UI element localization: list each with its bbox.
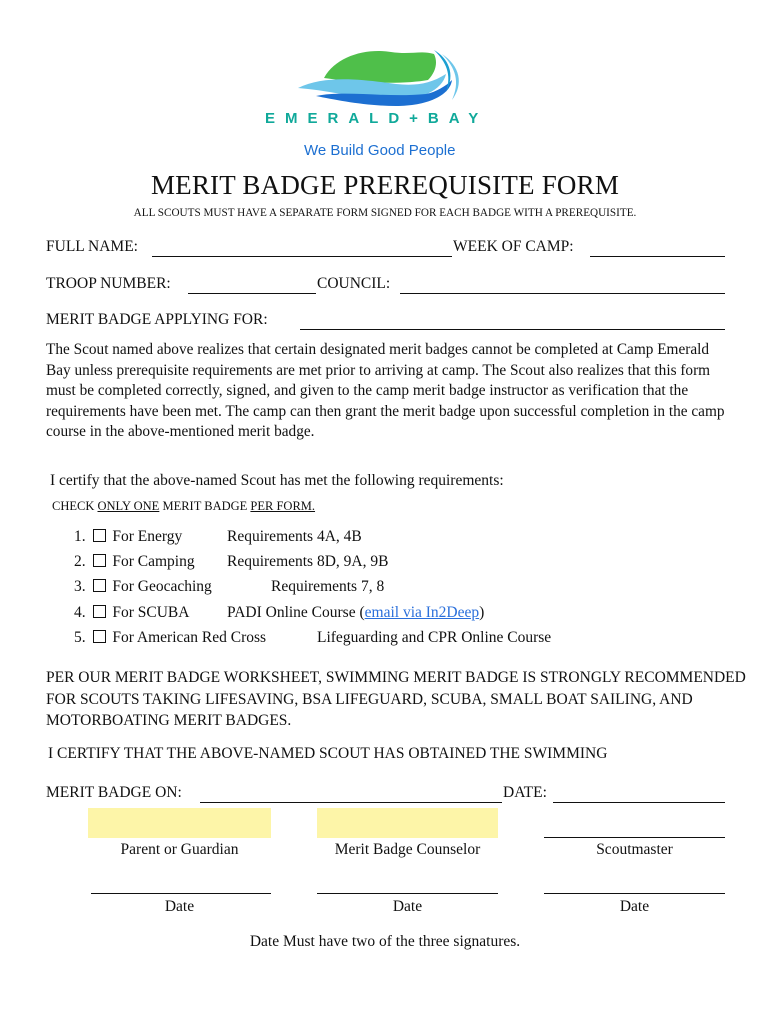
- geocaching-checkbox[interactable]: [93, 579, 106, 592]
- swimming-certify: I CERTIFY THAT THE ABOVE-NAMED SCOUT HAS OBTAINED THE SWIMMING: [48, 745, 608, 762]
- swimming-notice: PER OUR MERIT BADGE WORKSHEET, SWIMMING MERIT BADGE IS STRONGLY RECOMMENDED FOR SCOUTS TAKING LIFESAVING, BSA LIFEGUARD, SCUBA, SMALL BOAT SAILING, AND MOTORBOATING MERIT BADGES.: [46, 669, 746, 729]
- scoutmaster-signature-label: Scoutmaster: [596, 841, 673, 858]
- requirement-text: Requirements 4A, 4B: [227, 528, 362, 545]
- date-field[interactable]: [553, 802, 725, 803]
- brand-name: EMERALD+BAY: [265, 110, 489, 127]
- date-label: DATE:: [503, 784, 547, 801]
- counselor-signature-field[interactable]: [317, 808, 498, 838]
- requirement-item-scuba: 4. For SCUBA: [74, 604, 190, 621]
- scuba-checkbox[interactable]: [93, 605, 106, 618]
- week-of-camp-label: WEEK OF CAMP:: [453, 238, 574, 255]
- signature-requirement-note: Date Must have two of the three signatures.: [249, 933, 521, 950]
- requirement-item-camping: 2. For Camping: [74, 553, 195, 570]
- brand-tagline: We Build Good People: [304, 142, 456, 159]
- scoutmaster-date-label: Date: [619, 898, 650, 915]
- week-of-camp-field[interactable]: [590, 256, 725, 257]
- swim-badge-date-field[interactable]: [200, 802, 502, 803]
- requirement-text: PADI Online Course (email via In2Deep): [227, 604, 485, 621]
- troop-number-label: TROOP NUMBER:: [46, 275, 171, 292]
- parent-date-label: Date: [164, 898, 195, 915]
- requirement-text: Requirements 7, 8: [271, 578, 385, 595]
- camping-checkbox[interactable]: [93, 554, 106, 567]
- requirement-item-energy: 1. For Energy: [74, 528, 183, 545]
- requirement-item-geocaching: 3. For Geocaching: [74, 578, 212, 595]
- check-instruction: CHECK ONLY ONE MERIT BADGE PER FORM.: [52, 499, 316, 513]
- certify-text: I certify that the above-named Scout has met the following requirements:: [50, 472, 504, 489]
- red-cross-checkbox[interactable]: [93, 630, 106, 643]
- requirement-item-red-cross: 5. For American Red Cross: [74, 629, 267, 646]
- merit-badge-field[interactable]: [300, 329, 725, 330]
- swim-date-label: MERIT BADGE ON:: [46, 784, 182, 801]
- requirement-text: Requirements 8D, 9A, 9B: [227, 553, 389, 570]
- scoutmaster-date-field[interactable]: [544, 893, 725, 894]
- council-label: COUNCIL:: [317, 275, 391, 292]
- merit-badge-label: MERIT BADGE APPLYING FOR:: [46, 311, 268, 328]
- parent-date-field[interactable]: [91, 893, 271, 894]
- parent-signature-field[interactable]: [88, 808, 271, 838]
- requirement-text: Lifeguarding and CPR Online Course: [317, 629, 552, 646]
- full-name-field[interactable]: [152, 256, 452, 257]
- council-field[interactable]: [400, 293, 725, 294]
- parent-signature-label: Parent or Guardian: [120, 841, 239, 858]
- scoutmaster-signature-field[interactable]: [544, 837, 725, 838]
- emerald-bay-logo: [296, 44, 466, 108]
- form-subtitle: ALL SCOUTS MUST HAVE A SEPARATE FORM SIGNED FOR EACH BADGE WITH A PREREQUISITE.: [133, 207, 637, 219]
- counselor-date-label: Date: [392, 898, 423, 915]
- in2deep-email-link[interactable]: email via In2Deep: [364, 604, 480, 621]
- form-title: MERIT BADGE PREREQUISITE FORM: [150, 170, 620, 200]
- counselor-date-field[interactable]: [317, 893, 498, 894]
- energy-checkbox[interactable]: [93, 529, 106, 542]
- agreement-paragraph: The Scout named above realizes that certain designated merit badges cannot be completed at Camp Emerald Bay unless prerequisite requirements are met prior to arriving at camp. The Scout also realizes that this form must be completed correctly, signed, and given to the camp merit badge instructor as verification that the requirements have been met. The camp can then grant the merit badge upon successful completion in the camp course in the above-mentioned merit badge.: [46, 341, 725, 440]
- counselor-signature-label: Merit Badge Counselor: [334, 841, 481, 858]
- troop-number-field[interactable]: [188, 293, 316, 294]
- full-name-label: FULL NAME:: [46, 238, 138, 255]
